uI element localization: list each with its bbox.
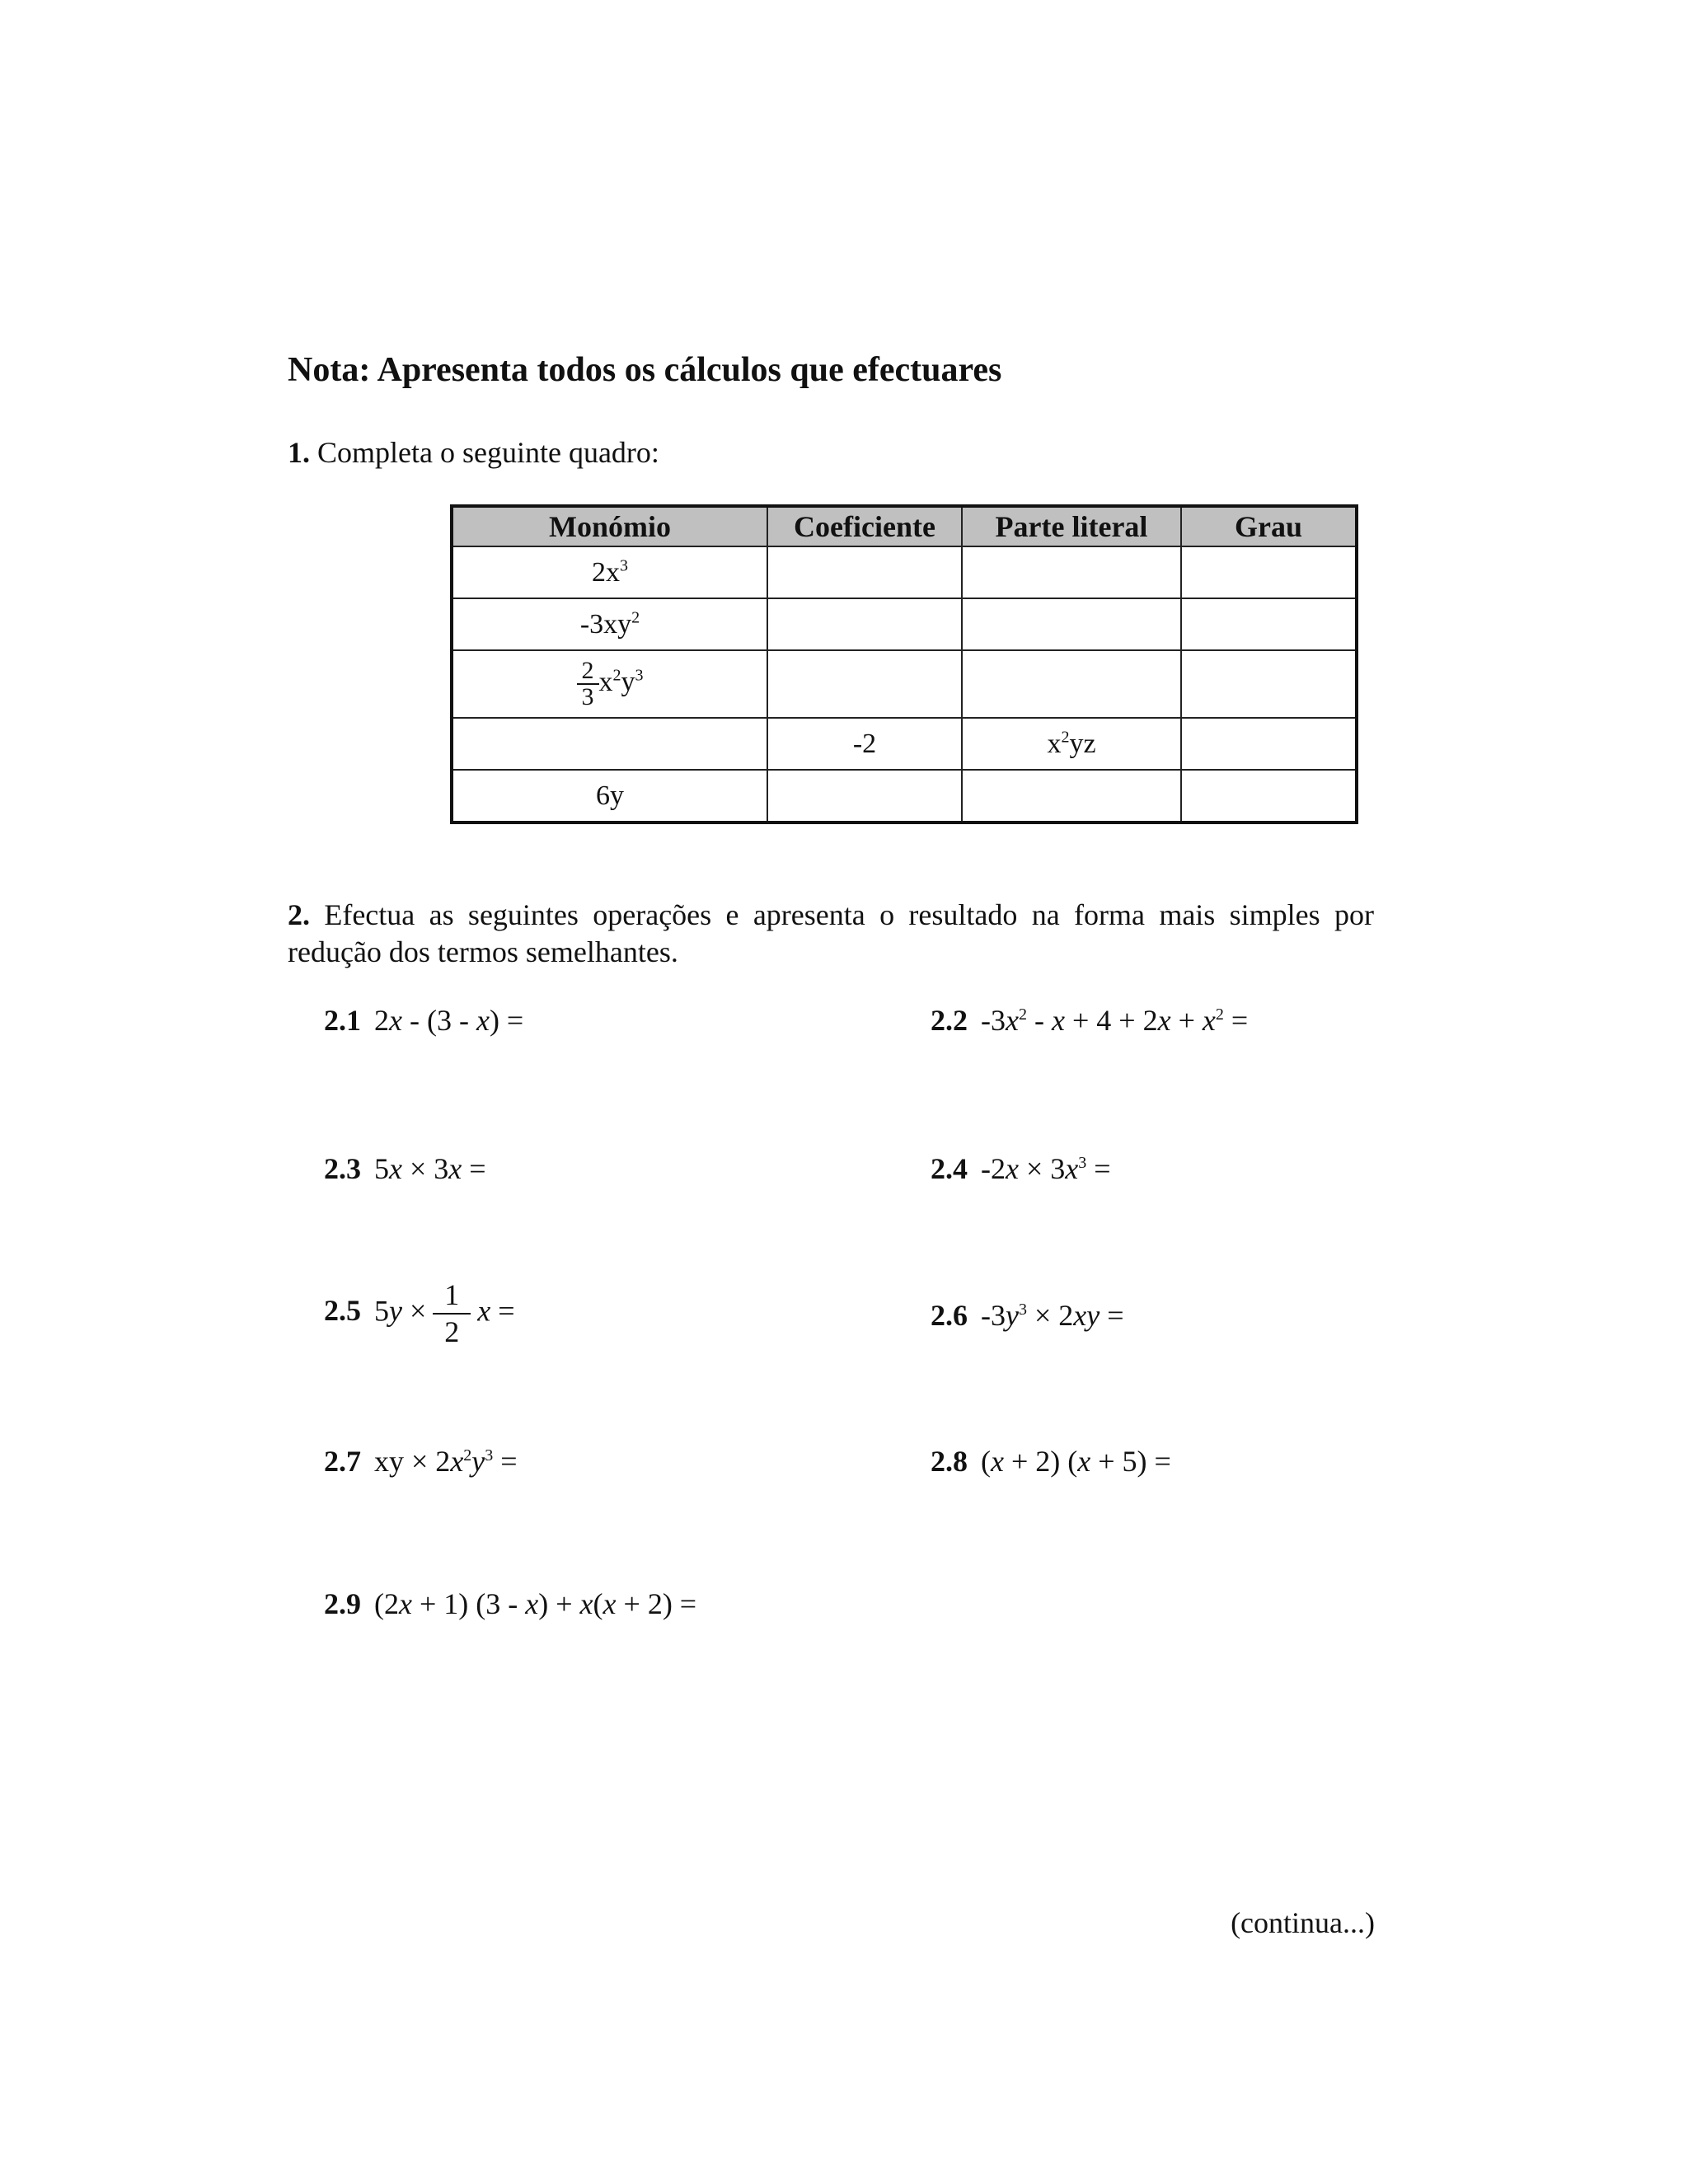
fraction: $\frac{2}{3}$: [577, 658, 599, 710]
question-number: 1.: [288, 436, 310, 469]
table-row: [452, 718, 1357, 770]
table-row: [452, 770, 1357, 823]
question-text: Completa o seguinte quadro:: [317, 436, 659, 469]
exercise-2-4: 2.4 $-2x \times 3x^3$ =: [931, 1152, 1111, 1185]
cell-grau[interactable]: [1181, 546, 1357, 598]
exercise-2-1: 2.1 2x - (3 - x) =: [324, 1004, 524, 1037]
cell-grau[interactable]: [1181, 650, 1357, 718]
cell-coeficiente[interactable]: [767, 546, 962, 598]
question-text: Efectua as seguintes operações e apresenta o resultado na forma mais simples por redução dos termos semelhantes.: [288, 898, 1374, 968]
cell-parte-literal[interactable]: [962, 770, 1181, 823]
cell-coeficiente: -2: [767, 718, 962, 770]
table-header-row: [452, 506, 1357, 546]
cell-monomio: 6y: [452, 770, 767, 823]
cell-coeficiente[interactable]: [767, 770, 962, 823]
table-row: [452, 650, 1357, 718]
cell-monomio: $-3xy^2$: [452, 598, 767, 650]
cell-grau[interactable]: [1181, 718, 1357, 770]
cell-parte-literal[interactable]: [962, 546, 1181, 598]
exercise-2-6: 2.6 $-3y^3 \times 2xy$ =: [931, 1299, 1124, 1332]
cell-parte-literal[interactable]: [962, 650, 1181, 718]
cell-grau[interactable]: [1181, 598, 1357, 650]
exercise-2-7: 2.7 xy × $2x^2y^3$ =: [324, 1445, 518, 1478]
table-row: [452, 598, 1357, 650]
header-coeficiente: Coeficiente: [767, 506, 962, 546]
cell-coeficiente[interactable]: [767, 650, 962, 718]
cell-coeficiente[interactable]: [767, 598, 962, 650]
header-parte-literal: Parte literal: [962, 506, 1181, 546]
cell-monomio: $\frac{2}{3}$ $x^2y^3$: [452, 650, 767, 718]
exercise-2-3: 2.3 5x × 3x =: [324, 1152, 486, 1185]
monomial-table: [450, 504, 1358, 824]
table-row: [452, 546, 1357, 598]
exercise-2-8: 2.8 (x + 2) (x + 5) =: [931, 1445, 1171, 1478]
question-2: [288, 897, 1374, 971]
exercise-2-2: 2.2 $-3x^2 - x + 4 + 2x + x^2$ =: [931, 1004, 1249, 1037]
continua-note: (continua...): [1231, 1906, 1375, 1939]
header-monomio: Monómio: [452, 506, 767, 546]
question-number: 2.: [288, 898, 310, 931]
page-title: Nota: Apresenta todos os cálculos que efectuares: [288, 351, 1002, 389]
cell-monomio[interactable]: [452, 718, 767, 770]
header-grau: Grau: [1181, 506, 1357, 546]
cell-monomio: $2x^3$: [452, 546, 767, 598]
cell-parte-literal: $x^2yz$: [962, 718, 1181, 770]
question-1: [288, 435, 659, 470]
exercise-2-9: 2.9 (2x + 1) (3 - x) + x(x + 2) =: [324, 1587, 697, 1620]
cell-parte-literal[interactable]: [962, 598, 1181, 650]
cell-grau[interactable]: [1181, 770, 1357, 823]
exercise-2-5: 2.5 5y × $\frac{1}{2}$ x =: [324, 1277, 515, 1350]
fraction: $\frac{1}{2}$: [433, 1277, 471, 1350]
